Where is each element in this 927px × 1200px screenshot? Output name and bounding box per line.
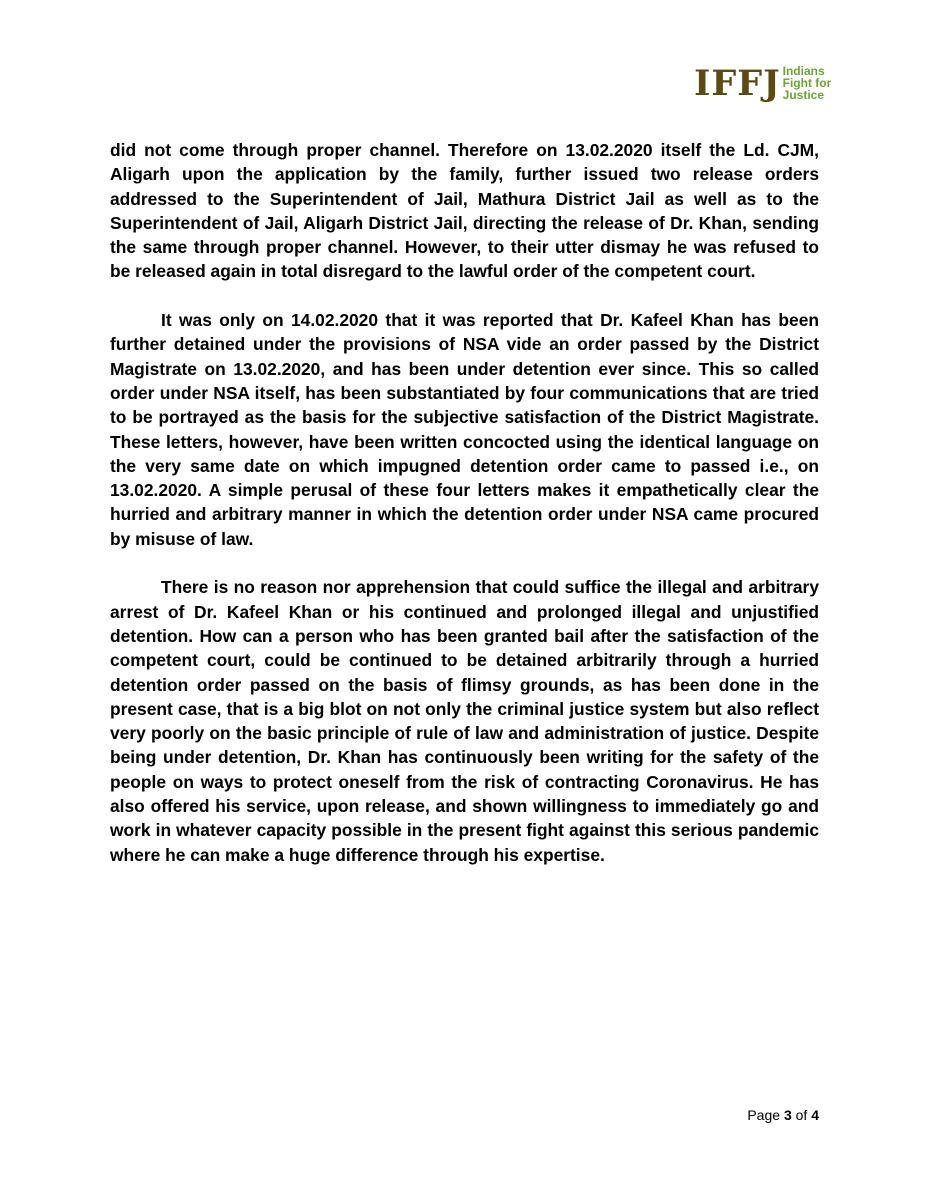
logo-line-3: Justice [782, 88, 824, 102]
logo-line-1: Indians [782, 64, 825, 78]
paragraph-detention-order: It was only on 14.02.2020 that it was reported that Dr. Kafeel Khan has been further detained under the provisions of NSA vide an order passed by the District Magistrate on 13.02.2020, and has been under detention ever since. This so called order under NSA itself, has been substantiated by four communications that are tried to be portrayed as the basis for the subjective satisfaction of the District Magistrate. These letters, however, have been written concocted using the identical language on the very same date on which impugned detention order came to passed i.e., on 13.02.2020. A simple perusal of these four letters makes it empathetically clear the hurried and arbitrary manner in which the detention order under NSA came procured by misuse of law. [110, 310, 819, 549]
total-pages: 4 [811, 1107, 819, 1123]
logo-tagline [783, 65, 832, 101]
page-number [747, 1107, 819, 1123]
of-word: of [795, 1107, 808, 1123]
page-word: Page [747, 1107, 781, 1123]
logo-mark: IFFJ [694, 62, 781, 104]
iffj-logo [694, 62, 846, 104]
document-body [110, 138, 819, 891]
logo-line-2: Fight for [782, 76, 832, 90]
paragraph-continued: did not come through proper channel. Therefore on 13.02.2020 itself the Ld. CJM, Aligarh upon the application by the family, further issued two release orders addressed to the Superintendent of Jail, Mathura District Jail as well as to the Superintendent of Jail, Aligarh District Jail, directing the release of Dr. Khan, sending the same through proper channel. However, to their utter dismay he was refused to be released again in total disregard to the lawful order of the competent court. [110, 140, 819, 282]
paragraph-no-reason: There is no reason nor apprehension that could suffice the illegal and arbitrary arrest of Dr. Kafeel Khan or his continued and prolonged illegal and unjustified detention. How can a person who has been granted bail after the satisfaction of the competent court, could be continued to be detained arbitrarily through a hurried detention order passed on the basis of flimsy grounds, as has been done in the present case, that is a big blot on not only the criminal justice system but also reflect very poorly on the basic principle of rule of law and administration of justice. Despite being under detention, Dr. Khan has continuously been writing for the safety of the people on ways to protect oneself from the risk of contracting Coronavirus. He has also offered his service, upon release, and shown willingness to immediately go and work in whatever capacity possible in the present fight against this serious pandemic where he can make a huge difference through his expertise. [110, 577, 819, 865]
current-page: 3 [783, 1107, 792, 1123]
